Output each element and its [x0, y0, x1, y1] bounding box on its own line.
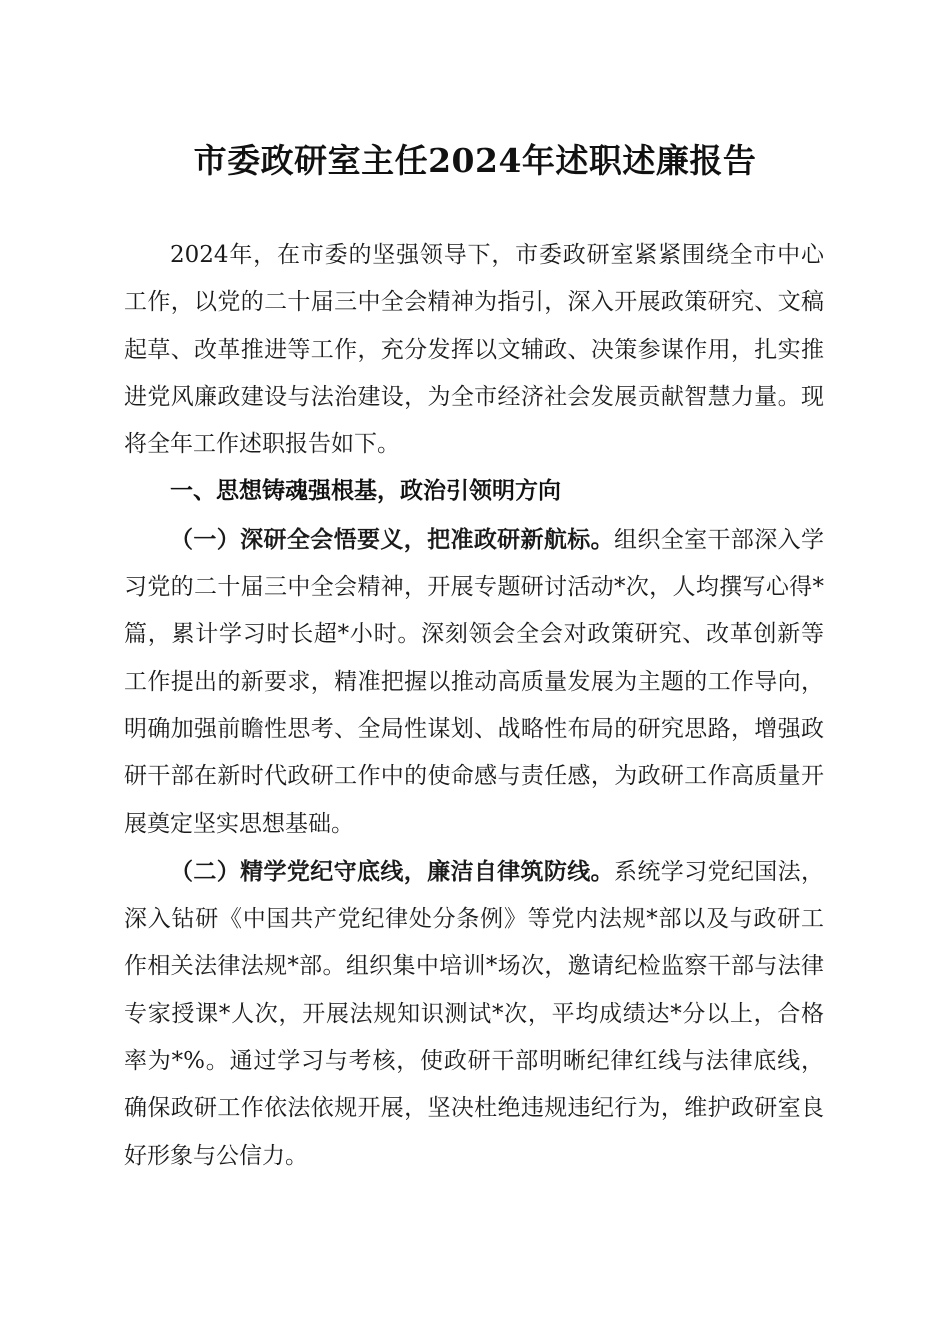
section-heading: 一、思想铸魂强根基，政治引领明方向 — [170, 478, 561, 505]
paragraph-lead-1: （一）深研全会悟要义，把准政研新航标。 — [170, 525, 615, 553]
paragraph-lead-2: （二）精学党纪守底线，廉洁自律筑防线。 — [170, 857, 615, 885]
section-paragraph-1 — [124, 516, 824, 848]
paragraph-text-1: 组织全室干部深入学习党的二十届三中全会精神，开展专题研讨活动*次，人均撰写心得*篇，累计学习时长超*小时。深刻领会全会对政策研究、改革创新等工作提出的新要求，精准把握以推动高质量发展为主题的工作导向，明确加强前瞻性思考、全局性谋划、战略性布局的研究思路，增强政研干部在新时代政研工作中的使命感与责任感，为政研工作高质量开展奠定坚实思想基础。 — [124, 526, 825, 837]
section-paragraph-2 — [124, 848, 824, 1180]
paragraph-text-2: 系统学习党纪国法，深入钻研《中国共产党纪律处分条例》等党内法规*部以及与政研工作相关法律法规*部。组织集中培训*场次，邀请纪检监察干部与法律专家授课*人次，开展法规知识测试*次，平均成绩达*分以上，合格率为*%。通过学习与考核，使政研干部明晰纪律红线与法律底线，确保政研工作依法依规开展，坚决杜绝违规违纪行为，维护政研室良好形象与公信力。 — [124, 858, 825, 1169]
document-body — [124, 232, 824, 1180]
document-title: 市委政研室主任2024年述职述廉报告 — [193, 141, 757, 180]
intro-paragraph: 2024年，在市委的坚强领导下，市委政研室紧紧围绕全市中心工作，以党的二十届三中全会精神为指引，深入开展政策研究、文稿起草、改革推进等工作，充分发挥以文辅政、决策参谋作用，扎实推进党风廉政建设与法治建设，为全市经济社会发展贡献智慧力量。现将全年工作述职报告如下。 — [124, 242, 824, 458]
